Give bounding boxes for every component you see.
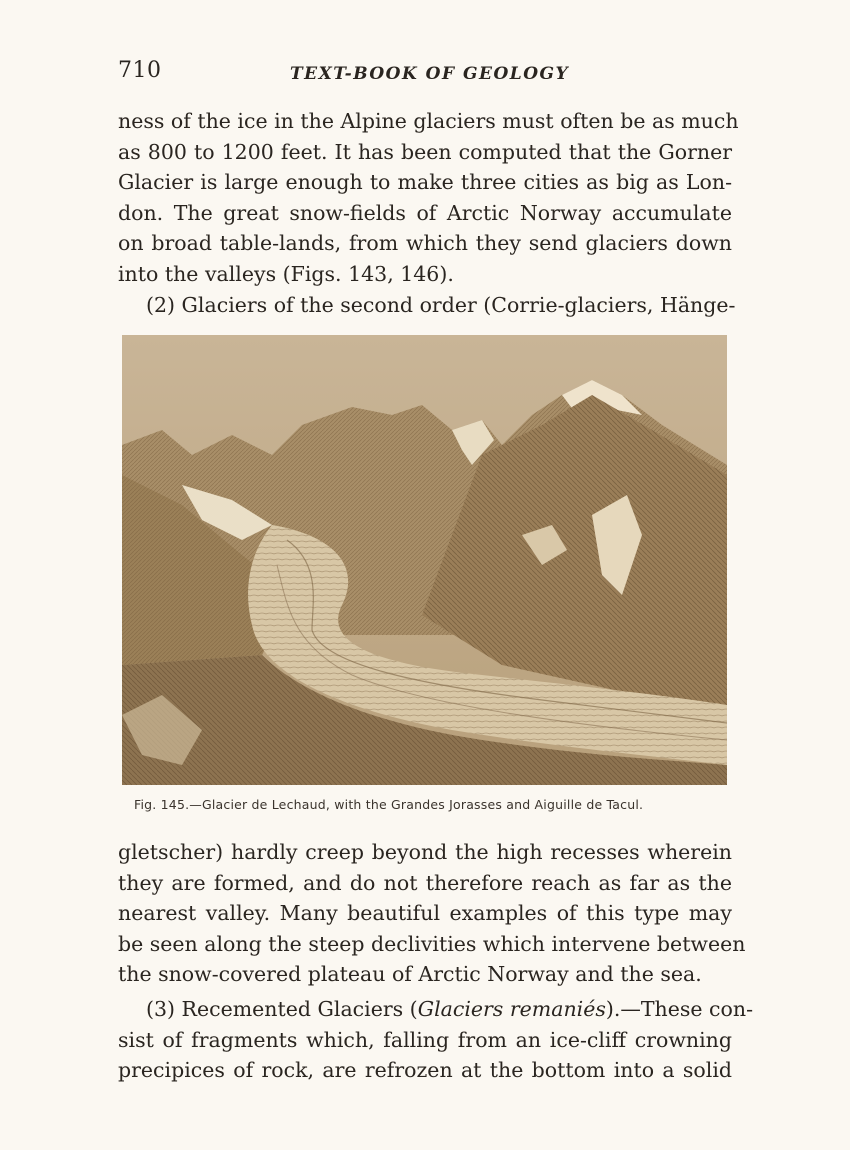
text-line: don. The great snow-fields of Arctic Norway accumulate xyxy=(118,200,732,225)
text-fragment: ).—These con- xyxy=(605,997,754,1021)
text-line: (2) Glaciers of the second order (Corrie-glaciers, Hänge- xyxy=(146,293,736,317)
paragraph-3 xyxy=(118,837,746,990)
text-line: ness of the ice in the Alpine glaciers must often be as much xyxy=(118,109,739,133)
text-fragment: (3) Recemented Glaciers ( xyxy=(146,997,418,1021)
text-line: be seen along the steep declivities which intervene between xyxy=(118,931,746,956)
paragraph-1 xyxy=(118,106,739,289)
text-line: precipices of rock, are refrozen at the bottom into a solid xyxy=(118,1058,732,1082)
text-line: sist of fragments which, falling from an ice-cliff crowning xyxy=(118,1027,732,1052)
text-line: Glacier is large enough to make three cities as big as Lon- xyxy=(118,170,732,194)
text-line: they are formed, and do not therefore reach as far as the xyxy=(118,870,732,895)
text-line: gletscher) hardly creep beyond the high recesses wherein xyxy=(118,840,732,864)
page-number: 710 xyxy=(118,58,162,83)
glacier-illustration xyxy=(122,335,727,785)
paragraph-4 xyxy=(118,994,754,1086)
text-line: into the valleys (Figs. 143, 146). xyxy=(118,261,454,286)
text-line: on broad table-lands, from which they send glaciers down xyxy=(118,231,732,255)
running-head: TEXT-BOOK OF GEOLOGY xyxy=(290,64,570,84)
text-line xyxy=(118,994,754,1025)
italic-term: Glaciers remaniés xyxy=(417,997,606,1021)
text-line: nearest valley. Many beautiful examples of this type may xyxy=(118,901,732,925)
text-line: as 800 to 1200 feet. It has been computed that the Gorner xyxy=(118,139,732,164)
paragraph-2 xyxy=(118,290,736,321)
text-line: the snow-covered plateau of Arctic Norway and the sea. xyxy=(118,962,702,986)
figure-caption: Fig. 145.—Glacier de Lechaud, with the Grandes Jorasses and Aiguille de Tacul. xyxy=(134,797,644,812)
